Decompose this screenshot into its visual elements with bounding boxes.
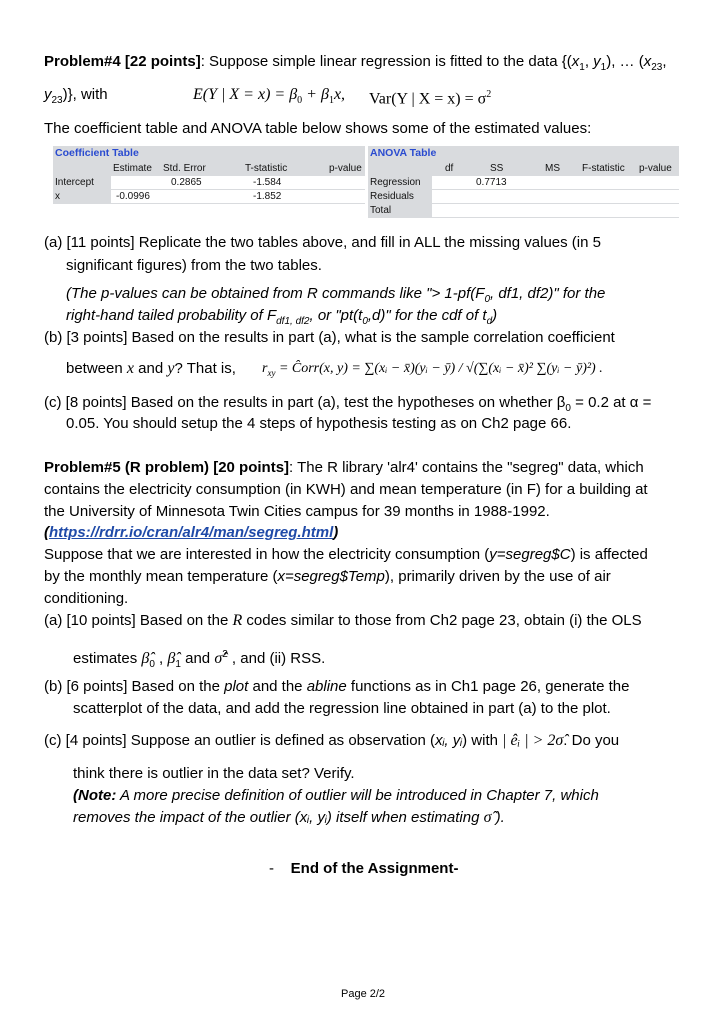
p5-note-line-2: removes the impact of the outlier (xᵢ, yᵢ) itself when estimating σ̂ ). (73, 809, 505, 826)
p5-heading: Problem#5 (R problem) [20 points] (44, 459, 290, 476)
p4-part-c-line-2: 0.05. You should setup the 4 steps of hypothesis testing as on Ch2 page 66. (66, 415, 572, 432)
p5-line-6: by the monthly mean temperature (x=segreg$Temp), primarily driven by the use of air (44, 568, 611, 585)
anova-table (368, 146, 679, 218)
coef-cell-estimate: -0.0996 (116, 191, 150, 202)
p5-line-3: the University of Minnesota Twin Cities campus for 39 months in 1988-1992. (44, 503, 550, 520)
p4-line-2: $y_{23}$)}, with (44, 86, 108, 106)
coef-header-row (53, 162, 365, 175)
anova-table-title: ANOVA Table (370, 147, 437, 159)
anova-header-df: df (445, 163, 454, 174)
coef-header-p: p-value (329, 163, 362, 174)
p5-part-c-line-2: think there is outlier in the data set? Verify. (73, 765, 355, 782)
p4-heading: Problem#4 [22 points] (44, 53, 201, 70)
coefficient-table (53, 146, 365, 204)
anova-row-total: Total (368, 204, 679, 217)
anova-header-f: F-statistic (582, 163, 625, 174)
p5-part-b-line-1: (b) [6 points] Based on the plot and the abline functions as in Ch1 page 26, generate the (44, 678, 630, 695)
p4-part-a-note-2: right-hand tailed probability of $F_{df1, df2}$, or "$pt(t_0,d)$" for the cdf of $t_d$) (66, 307, 498, 327)
p4-part-a-note-1: (The p-values can be obtained from R commands like "> $1-pf(F_0$, df1, df2)" for the (66, 285, 606, 305)
p4-part-a-line-1: (a) [11 points] Replicate the two tables above, and fill in ALL the missing values (in 5 (44, 234, 601, 251)
p4-line-1: Problem#4 [22 points]: Suppose simple linear regression is fitted to the data {($x_1$, $y_1$), … ($x_{23}$, (44, 53, 667, 73)
p4-part-b-line-1: (b) [3 points] Based on the results in part (a), what is the sample correlation coefficient (44, 329, 615, 346)
coef-row-x: x -0.0996 -1.852 (53, 190, 365, 203)
anova-row-regression-cells (432, 176, 679, 189)
coef-cell-t: -1.852 (253, 191, 282, 202)
p5-part-a-line-2: estimates $\betâ_0$ , $\betâ_1$ and σ̂$^2$ , and (ii) RSS. (73, 649, 326, 670)
anova-row-residuals-cells (432, 190, 679, 203)
coef-header-se: Std. Error (163, 163, 206, 174)
p5-part-c-line-1: (c) [4 points] Suppose an outlier is defined as observation (xᵢ, yᵢ) with | êᵢ | > 2σ̂. Do you (44, 732, 620, 749)
p5-line-2: contains the electricity consumption (in KWH) and mean temperature (in F) for a building at (44, 481, 648, 498)
p4-table-intro: The coefficient table and ANOVA table below shows some of the estimated values: (44, 120, 592, 137)
p5-line-5: Suppose that we are interested in how the electricity consumption (y=segreg$C) is affected (44, 546, 648, 563)
p4-part-c-line-1: (c) [8 points] Based on the results in part (a), test the hypotheses on whether $\beta_0 = 0.2$ at α = (44, 394, 652, 414)
p5-note-line-1: (Note: A more precise definition of outlier will be introduced in Chapter 7, which (73, 787, 599, 804)
coef-cell-se: 0.2865 (171, 177, 202, 188)
coef-header-t: T-statistic (245, 163, 288, 174)
p5-line-1: Problem#5 (R problem) [20 points]: The R library 'alr4' contains the "segreg" data, which (44, 459, 644, 476)
p5-part-a-line-1: (a) [10 points] Based on the R codes similar to those from Ch2 page 23, obtain (i) the OLS (44, 612, 642, 629)
anova-header-ms: MS (545, 163, 560, 174)
coef-table-title: Coefficient Table (55, 147, 139, 159)
page-footer: Page 2/2 (341, 988, 386, 1000)
coef-row-intercept: Intercept 0.2865 -1.584 (53, 176, 365, 189)
p4-part-a-line-2: significant figures) from the two tables. (66, 257, 322, 274)
coef-cell-t: -1.584 (253, 177, 282, 188)
segreg-doc-link[interactable]: https://rdrr.io/cran/alr4/man/segreg.html (49, 524, 334, 541)
coef-header-estimate: Estimate (113, 163, 152, 174)
p5-line-7: conditioning. (44, 590, 129, 607)
p5-link-line: (https://rdrr.io/cran/alr4/man/segreg.html) (44, 524, 339, 541)
anova-header-row (368, 162, 679, 175)
p4-model-formula: E(Y | $X = x) = \beta_0 + \beta_1x$, (193, 86, 346, 107)
p4-correlation-formula: $r_{xy}$ = Ĉorr(x, y) = ∑(xᵢ − x̄)(yᵢ − ȳ) / √(∑(xᵢ − x̄)² ∑(yᵢ − ȳ)²) . (262, 361, 603, 378)
anova-cell-ss: 0.7713 (476, 177, 507, 188)
anova-header-p: p-value (639, 163, 672, 174)
end-of-assignment: - End of the Assignment- (269, 860, 459, 877)
p5-part-b-line-2: scatterplot of the data, and add the regression line obtained in part (a) to the plot. (73, 700, 611, 717)
anova-header-ss: SS (490, 163, 504, 174)
anova-row-regression: Regression (368, 176, 432, 189)
p4-part-b-line-2: between x and y? That is, (66, 360, 236, 377)
anova-row-residuals: Residuals (368, 190, 432, 203)
p4-variance-formula: Var(Y | $X = x) = \sigma^2$ (369, 89, 492, 108)
